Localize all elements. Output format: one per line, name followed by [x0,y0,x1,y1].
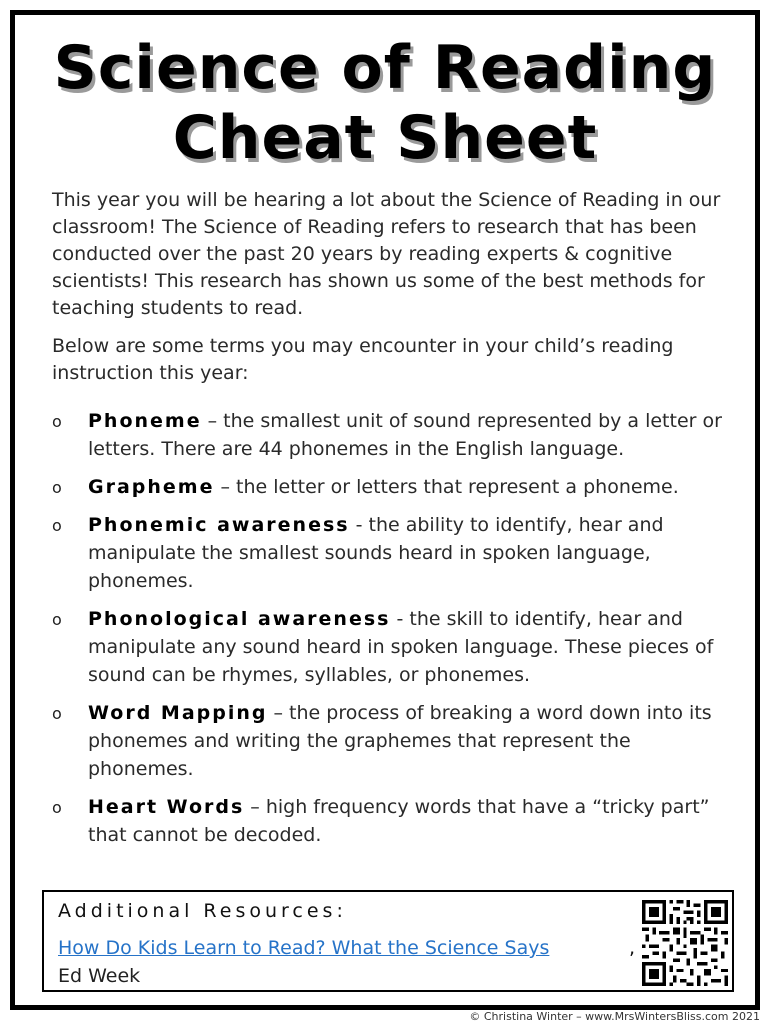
term-name: Phoneme [88,410,202,432]
qr-code-icon[interactable] [642,900,728,986]
list-item [52,699,742,783]
bullet-icon: o [52,516,62,535]
term-definition: – the smallest unit of sound represented by a letter or letters. There are 44 phonemes in the English language. [88,410,722,460]
list-item [52,407,742,463]
term-name: Heart Words [88,796,245,818]
list-item [52,793,742,849]
term-definition: - the ability to identify, hear and manipulate the smallest sounds heard in spoken language, phonemes. [88,514,664,592]
resources-box [42,890,734,992]
list-item [52,511,742,595]
bullet-icon: o [52,798,62,817]
term-name: Phonological awareness [88,608,391,630]
resource-separator: , [629,937,636,959]
title-line-2: Cheat Sheet [172,103,598,173]
page-frame [10,10,760,1010]
term-name: Phonemic awareness [88,514,350,536]
resource-source: Ed Week [58,965,141,987]
terms-intro: Below are some terms you may encounter in your child’s reading instruction this year: [52,335,674,384]
term-name: Word Mapping [88,702,268,724]
bullet-icon: o [52,610,62,629]
term-definition: – high frequency words that have a “tricky part” that cannot be decoded. [88,796,710,846]
term-definition: – the process of breaking a word down into its phonemes and writing the graphemes that represent the phonemes. [88,702,712,780]
term-name: Grapheme [88,476,215,498]
resource-link[interactable]: How Do Kids Learn to Read? What the Science Says [58,937,550,959]
bullet-icon: o [52,478,62,497]
intro-paragraph: This year you will be hearing a lot about the Science of Reading in our classroom! The Science of Reading refers to research that has been conducted over the past 20 years by reading experts & cognitive scientists! This research has shown us some of the best methods for teaching students to read. [52,189,721,319]
term-definition: – the letter or letters that represent a phoneme. [220,476,679,498]
resources-heading: Additional Resources: [58,900,347,922]
bullet-icon: o [52,704,62,723]
term-definition: - the skill to identify, hear and manipulate any sound heard in spoken language. These pieces of sound can be rhymes, syllables, or phonemes. [88,608,714,686]
page-title [15,33,755,173]
list-item [52,605,742,689]
terms-list [52,407,742,859]
list-item [52,473,742,501]
copyright-footer: © Christina Winter – www.MrsWintersBliss.com 2021 [469,1010,760,1023]
title-line-1: Science of Reading [53,33,717,103]
bullet-icon: o [52,412,62,431]
